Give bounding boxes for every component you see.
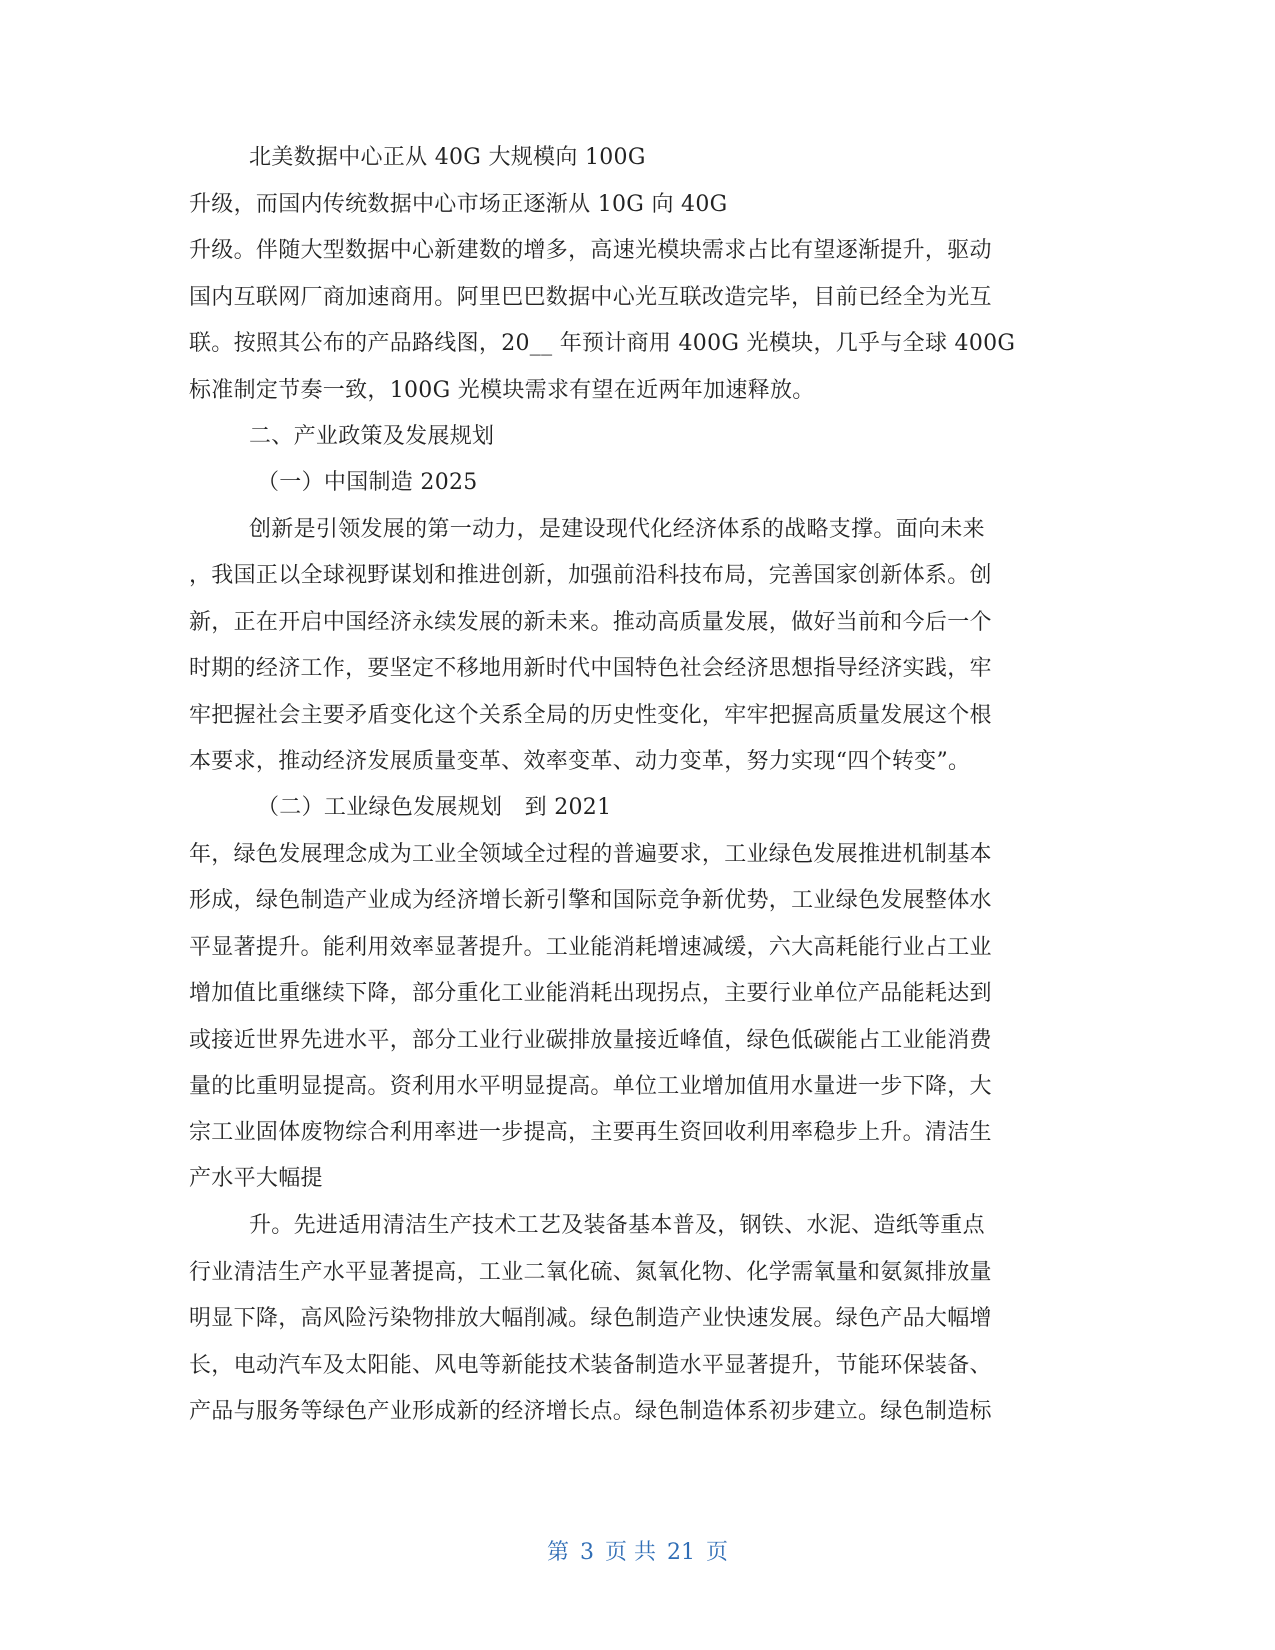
text-line: 年，绿色发展理念成为工业全领域全过程的普遍要求，工业绿色发展推进机制基本 (189, 842, 992, 867)
text-line: 或接近世界先进水平，部分工业行业碳排放量接近峰值，绿色低碳能占工业能消费 (189, 1028, 992, 1053)
footer-middle: 页 共 (605, 1540, 656, 1565)
text-line: 新，正在开启中国经济永续发展的新未来。推动高质量发展，做好当前和今后一个 (189, 610, 992, 635)
footer-suffix: 页 (706, 1540, 729, 1565)
current-page-number: 3 (580, 1540, 594, 1565)
text-line: 联。按照其公布的产品路线图，20__ 年预计商用 400G 光模块，几乎与全球 400G (189, 331, 1016, 356)
text-line: 宗工业固体废物综合利用率进一步提高，主要再生资回收利用率稳步上升。清洁生 (189, 1120, 992, 1145)
text-line: 北美数据中心正从 40G 大规模向 100G (249, 145, 646, 170)
section-heading: 二、产业政策及发展规划 (249, 424, 495, 449)
text-line: 形成，绿色制造产业成为经济增长新引擎和国际竞争新优势，工业绿色发展整体水 (189, 888, 992, 913)
footer-prefix: 第 (546, 1540, 569, 1565)
text-line: 创新是引领发展的第一动力，是建设现代化经济体系的战略支撑。面向未来 (249, 517, 985, 542)
text-line: 平显著提升。能利用效率显著提升。工业能消耗增速减缓，六大高耗能行业占工业 (189, 935, 992, 960)
text-line: ，我国正以全球视野谋划和推进创新，加强前沿科技布局，完善国家创新体系。创 (189, 563, 992, 588)
text-line: 行业清洁生产水平显著提高，工业二氧化硫、氮氧化物、化学需氧量和氨氮排放量 (189, 1260, 992, 1285)
text-line: 时期的经济工作，要坚定不移地用新时代中国特色社会经济思想指导经济实践，牢 (189, 656, 992, 681)
text-line: 增加值比重继续下降，部分重化工业能消耗出现拐点，主要行业单位产品能耗达到 (189, 981, 992, 1006)
text-line: 产水平大幅提 (189, 1166, 323, 1191)
text-line: 国内互联网厂商加速商用。阿里巴巴数据中心光互联改造完毕，目前已经全为光互 (189, 285, 992, 310)
subsection-heading: （二）工业绿色发展规划 到 2021 (257, 795, 612, 820)
page-number-footer (0, 1538, 1275, 1568)
text-line: 量的比重明显提高。资利用水平明显提高。单位工业增加值用水量进一步下降，大 (189, 1074, 992, 1099)
subsection-heading: （一）中国制造 2025 (257, 470, 478, 495)
total-page-count: 21 (667, 1540, 695, 1565)
text-line: 产品与服务等绿色产业形成新的经济增长点。绿色制造体系初步建立。绿色制造标 (189, 1399, 992, 1424)
text-line: 升级，而国内传统数据中心市场正逐渐从 10G 向 40G (189, 192, 728, 217)
text-line: 本要求，推动经济发展质量变革、效率变革、动力变革，努力实现“四个转变”。 (189, 749, 971, 774)
text-line: 长，电动汽车及太阳能、风电等新能技术装备制造水平显著提升，节能环保装备、 (189, 1353, 992, 1378)
text-line: 标准制定节奏一致，100G 光模块需求有望在近两年加速释放。 (189, 378, 815, 403)
text-line: 牢把握社会主要矛盾变化这个关系全局的历史性变化，牢牢把握高质量发展这个根 (189, 703, 992, 728)
text-line: 升级。伴随大型数据中心新建数的增多，高速光模块需求占比有望逐渐提升，驱动 (189, 238, 992, 263)
text-line: 升。先进适用清洁生产技术工艺及装备基本普及，钢铁、水泥、造纸等重点 (249, 1213, 985, 1238)
text-line: 明显下降，高风险污染物排放大幅削减。绿色制造产业快速发展。绿色产品大幅增 (189, 1306, 992, 1331)
